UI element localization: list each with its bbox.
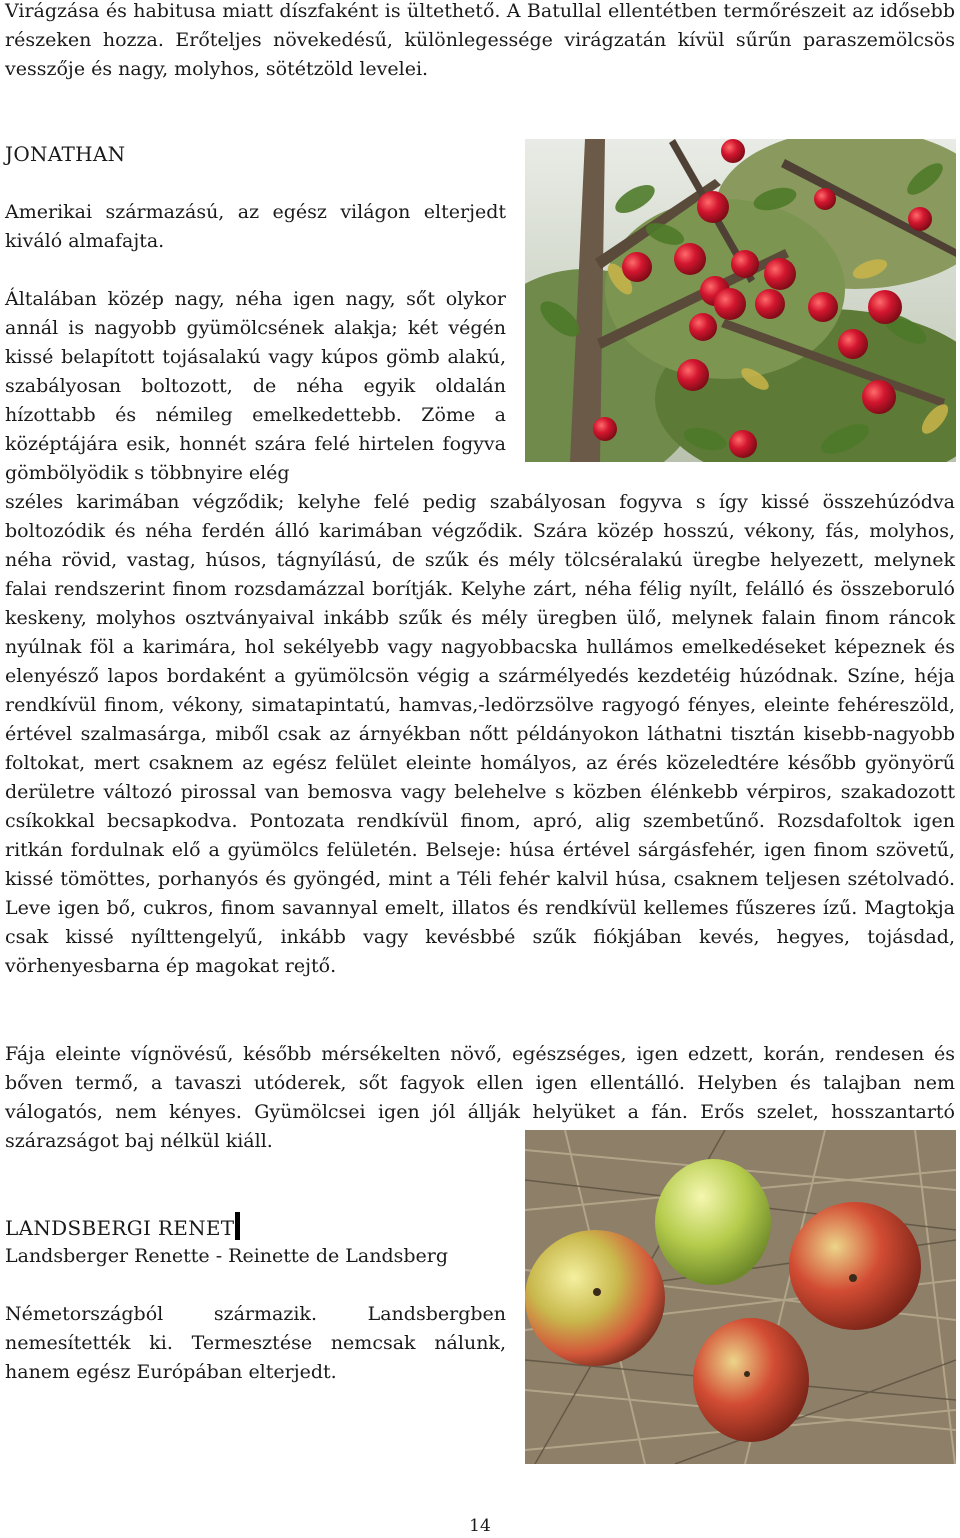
section-heading-jonathan: JONATHAN (5, 142, 126, 166)
text-cursor (235, 1212, 240, 1240)
jonathan-origin: Amerikai származású, az egész világon elterjedt kiváló almafajta. (5, 201, 506, 252)
jonathan-apple-tree-photo (525, 139, 956, 462)
jonathan-tree-paragraph: Fája eleinte vígnövésű, később mérsékelten növő, egészséges, igen edzett, korán, rendesen és bőven termő, a tavaszi utóderek, sőt fagyok ellen igen ellentálló. Helyben és talajban nem válogatós, nem kényes. Gyümölcsei igen jól állják helyüket a fán. Erős szelet, hosszantartó szárazságot baj nélkül kiáll. (5, 1043, 955, 1152)
jonathan-description-part2: széles karimában végződik; kelyhe felé pedig szabályosan fogyva s így kissé összehúzódva boltozódik és néha ferdén álló karimában végződik. Szára közép hosszú, vékony, fás, molyhos, néha rövid, vastag, húsos, tágnyílású, de szűk és mély tölcséralakú üregbe helyezett, melynek falai rendszerint finom rozsdamázzal borítják. Kelyhe zárt, néha félig nyílt, felálló és összeboruló keskeny, molyhos osztványaival inkább szűk és mély üregben ülő, melynek falain finom ráncok nyúlnak föl a karimára, hol sekélyebb vagy nagyobbacska hullámos emelkedéseket képeznek és elenyésző lapos bordaként a gyümölcsön végig a szármélyedés kezdetéig húzódnak. Színe, héja rendkívül finom, vékony, simatapintatú, hamvas,-ledörzsölve ragyogó fényes, eleinte fehéreszöld, értével szalmasárga, miből csak az árnyékban nőtt példányokon láthatni tisztán kisebb-nagyobb foltokat, mert csaknem az egész felület eleinte homályos, az érés közeledtére később gyönyörű derületre változó pirossal van bemosva vagy belehelve s közben élénkebb vérpiros, szakadozott csíkokkal becsapkodva. Pontozata rendkívül finom, apró, alig szembetűnő. Rozsdafoltok igen ritkán fordulnak elő a gyümölcs felületén. Belseje: húsa értével sárgásfehér, igen finom szövetű, kissé tömöttes, porhanyós és gyöngéd, mint a Téli fehér kalvil húsa, csaknem teljesen szétolvadó. Leve igen bő, cukros, finom savannyal emelt, illatos és rendkívül kellemes fűszeres ízű. Magtokja csak kissé nyílttengelyű, inkább vagy kevésbbé szűk fiókjában kevés, hegyes, tojásdad, vörhenyesbarna ép magokat rejtő. (5, 491, 955, 977)
landsbergi-renet-origin: Németországból származik. Landsbergben nemesítették ki. Termesztése nemcsak nálunk, hanem egész Európában elterjedt. (5, 1303, 506, 1383)
landsbergi-renet-subtitle: Landsberger Renette - Reinette de Landsberg (5, 1245, 449, 1267)
landsbergi-renet-heading-text: LANDSBERGI RENET (5, 1216, 235, 1240)
landsbergi-renet-apples-photo (525, 1130, 956, 1464)
section-heading-landsbergi-renet (5, 1212, 240, 1243)
intro-paragraph: Virágzása és habitusa miatt díszfaként is ültethető. A Batullal ellentétben termőrészeit az idősebb részeken hozza. Erőteljes növekedésű, különlegessége virágzatán kívül sűrűn paraszemölcsös vesszője és nagy, molyhos, sötétzöld levelei. (5, 0, 955, 80)
page-number: 14 (469, 1516, 491, 1536)
jonathan-description-part1: Általában közép nagy, néha igen nagy, sőt olykor annál is nagyobb gyümölcsének alakja; két végén kissé belapított tojásalakú vagy kúpos gömb alakú, szabályosan boltozott, de néha egyik oldalán hízottabb és némileg emelkedettebb. Zöme a középtájára esik, honnét szára felé hirtelen fogyva gömbölyödik s többnyire elég (5, 288, 506, 484)
